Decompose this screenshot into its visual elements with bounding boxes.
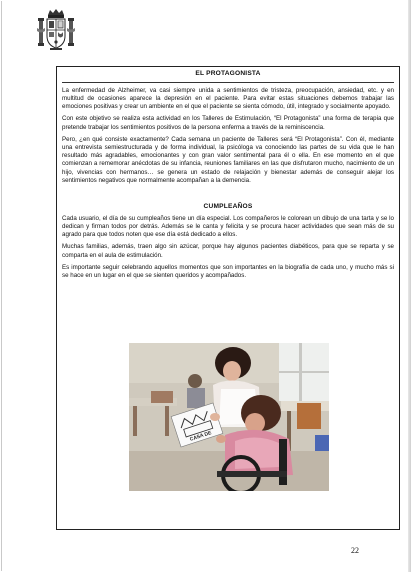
paragraph: Con este objetivo se realiza esta actividad en los Talleres de Estimulación, “El Protagonista” una forma de terapia que pretende trabajar los sentimientos positivos de la persona enferma a través de la reminiscencia.	[62, 115, 394, 131]
section-title-cumpleanos: CUMPLEAÑOS	[203, 202, 253, 210]
paragraph: Cada usuario, el día de su cumpleaños tiene un día especial. Los compañeros le colorean un dibujo de una tarta y se lo dedican y firman todos por detrás. Además se le canta y felicita y se procura hacer actividades que sean más de su agrado para que todos noten que ese día está dedicado a ellos.	[62, 214, 394, 239]
paragraph: Pero, ¿en qué consiste exactamente? Cada semana un paciente de Talleres será “El Protagonista”. Con él, mediante una entrevista semiestructurada y de forma individual, la psicóloga va conociendo las partes de su vida que le han resultado más agradables, emocionantes y con gran valor sentimental para él o ella. En ese momento en el que comienzan a rememorar anécdotas de su infancia, reuniones familiares en las que disfrutaron mucho, nacimiento de un hijo, vivencias con hermanos… se genera un estado de relajación y bienestar además de conseguir alejar los sentimientos negativos que normalmente acompañan a la demencia.	[62, 135, 394, 184]
activity-photo	[129, 343, 329, 491]
paragraph: Muchas familias, además, traen algo sin azúcar, porque hay algunos pacientes diabéticos, para que se reparta y se comparta en el aula de estimulación.	[62, 243, 394, 259]
paragraph: La enfermedad de Alzheimer, va casi siempre unida a sentimientos de tristeza, preocupación, ansiedad, etc. y en multitud de ocasiones aparece la depresión en el paciente. Para evitar estas situaciones debemos trabajar las emociones positivas y crear un ambiente en el que el paciente se sienta cómodo, útil, integrado y socialmente apoyado.	[62, 86, 394, 111]
page-number: 22	[351, 546, 359, 555]
paragraph: Es importante seguir celebrando aquellos momentos que son importantes en la biografía de cada uno, y mucho más si se hace en un lugar en el que se sienten queridos y acompañados.	[62, 263, 394, 279]
title-divider	[62, 82, 394, 83]
page-edge-shadow	[408, 0, 411, 572]
content-box	[56, 66, 400, 530]
photo-illustration	[129, 343, 329, 491]
section-spacer	[62, 189, 394, 203]
section-title-el-protagonista: EL PROTAGONISTA	[195, 70, 261, 77]
coat-of-arms-icon	[36, 8, 76, 52]
sheet-caption: CASA DE	[189, 430, 213, 443]
